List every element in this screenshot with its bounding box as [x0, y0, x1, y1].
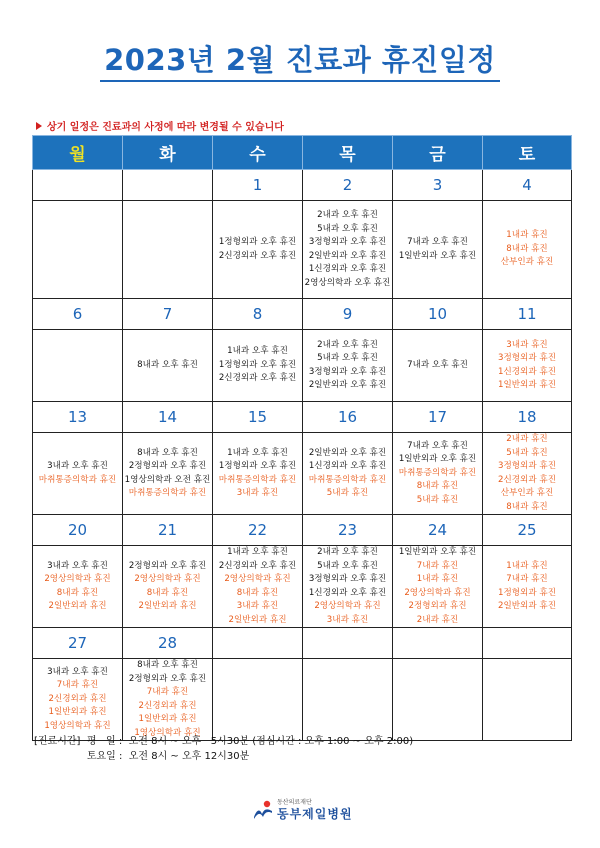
closure-entry: 1신경외과 휴진 [497, 366, 556, 377]
weekday-header: 금 [393, 136, 483, 170]
date-number [483, 628, 572, 659]
closure-entry: 1일반외과 오후 휴진 [398, 250, 477, 261]
schedule-cell [123, 433, 213, 515]
date-number: 23 [303, 515, 393, 546]
date-number [123, 170, 213, 201]
closure-entry: 7내과 오후 휴진 [407, 359, 468, 370]
closure-entry: 마취통증의학과 휴진 [398, 467, 477, 478]
schedule-cell [303, 659, 393, 741]
schedule-cell [393, 330, 483, 402]
weekday-hours: 오전 8시 ~ 오후 5시30분 (점심시간 : 오후 1:00 ~ 오후 2:00) [128, 736, 414, 747]
schedule-cell [393, 546, 483, 628]
schedule-row [33, 433, 572, 515]
saturday-label: 토요일 : [86, 751, 123, 762]
closure-entry: 5내과 오후 휴진 [317, 560, 378, 571]
closure-entry: 2내과 오후 휴진 [317, 547, 378, 557]
schedule-cell [303, 546, 393, 628]
closure-entry: 2영상의학과 휴진 [224, 574, 291, 584]
date-number: 24 [393, 515, 483, 546]
schedule-cell [33, 546, 123, 628]
closure-entry: 1일반외과 오후 휴진 [398, 547, 477, 557]
closure-entry: 1일반외과 오후 휴진 [398, 454, 477, 465]
schedule-cell [213, 659, 303, 741]
calendar-table [32, 135, 572, 741]
date-number: 13 [33, 402, 123, 433]
closure-entry: 마취통증의학과 휴진 [38, 474, 117, 485]
schedule-cell [33, 330, 123, 402]
weekday-header: 목 [303, 136, 393, 170]
closure-entry: 2신경외과 오후 휴진 [218, 373, 297, 384]
closure-entry: 7내과 오후 휴진 [407, 237, 468, 247]
closure-entry: 7내과 휴진 [416, 560, 459, 571]
schedule-cell [123, 659, 213, 741]
closure-entry: 1신경외과 오후 휴진 [308, 461, 387, 471]
date-number: 25 [483, 515, 572, 546]
title-underline [100, 80, 500, 82]
closure-entry: 2내과 오후 휴진 [317, 210, 378, 220]
closure-entry: 3내과 오후 휴진 [47, 666, 108, 677]
closure-entry: 2일반외과 휴진 [228, 614, 287, 625]
closure-entry: 2영상의학과 휴진 [44, 574, 111, 584]
schedule-cell [33, 201, 123, 299]
notice [36, 118, 284, 133]
closure-entry: 7내과 휴진 [506, 574, 548, 584]
closure-entry: 3내과 휴진 [236, 601, 279, 611]
schedule-cell [123, 330, 213, 402]
schedule-cell [393, 659, 483, 741]
schedule-cell [123, 201, 213, 299]
schedule-cell [483, 201, 572, 299]
schedule-cell [213, 330, 303, 402]
closure-entry: 3내과 오후 휴진 [47, 461, 108, 471]
closure-entry: 2일반외과 휴진 [138, 601, 197, 611]
closure-entry: 1내과 휴진 [506, 560, 548, 571]
date-number-row [33, 402, 572, 433]
closure-entry: 2영상의학과 휴진 [314, 601, 381, 611]
date-number: 3 [393, 170, 483, 201]
schedule-cell [483, 330, 572, 402]
schedule-cell [33, 659, 123, 741]
notice-text: 상기 일정은 진료과의 사정에 따라 변경될 수 있습니다 [47, 122, 284, 133]
date-number-row [33, 170, 572, 201]
closure-entry: 8내과 오후 휴진 [137, 447, 198, 458]
closure-entry: 1내과 오후 휴진 [227, 447, 288, 458]
closure-entry: 2영상의학과 오후 휴진 [304, 277, 391, 288]
closure-entry: 8내과 휴진 [506, 243, 548, 254]
closure-entry: 7내과 휴진 [56, 680, 99, 691]
closure-entry: 1정형외과 휴진 [497, 587, 556, 598]
schedule-cell [393, 201, 483, 299]
closure-entry: 1영상의학과 휴진 [134, 727, 201, 738]
triangle-bullet-icon [36, 122, 42, 130]
clinic-hours [34, 734, 413, 764]
closure-entry: 2일반외과 휴진 [497, 601, 556, 611]
schedule-cell [213, 546, 303, 628]
schedule-row [33, 659, 572, 741]
closure-entry: 5내과 휴진 [416, 494, 459, 505]
closure-entry: 2일반외과 오후 휴진 [308, 447, 387, 458]
closure-entry: 2내과 오후 휴진 [317, 339, 378, 350]
date-number: 27 [33, 628, 123, 659]
date-number [393, 628, 483, 659]
weekday-header: 월 [33, 136, 123, 170]
date-number: 14 [123, 402, 213, 433]
date-number: 9 [303, 299, 393, 330]
closure-entry: 1일반외과 휴진 [138, 714, 197, 724]
date-number: 15 [213, 402, 303, 433]
closure-entry: 1신경외과 오후 휴진 [308, 587, 387, 598]
date-number: 21 [123, 515, 213, 546]
closure-entry: 3정형외과 오후 휴진 [308, 237, 387, 247]
closure-entry: 2정형외과 오후 휴진 [128, 673, 207, 684]
date-number-row [33, 515, 572, 546]
closure-entry: 1신경외과 오후 휴진 [308, 264, 387, 274]
closure-entry: 3내과 휴진 [326, 614, 369, 625]
schedule-cell [483, 659, 572, 741]
date-number: 28 [123, 628, 213, 659]
schedule-row [33, 201, 572, 299]
closure-entry: 2영상의학과 휴진 [404, 587, 471, 598]
logo-foundation: 동산의료재단 [277, 799, 312, 806]
date-number: 11 [483, 299, 572, 330]
closure-entry: 7내과 휴진 [146, 687, 189, 697]
date-number: 6 [33, 299, 123, 330]
closure-entry: 8내과 휴진 [146, 587, 189, 598]
date-number: 16 [303, 402, 393, 433]
closure-entry: 1정형외과 오후 휴진 [218, 359, 297, 370]
date-number: 1 [213, 170, 303, 201]
saturday-hours-row [34, 749, 413, 764]
closure-entry: 1정형외과 오후 휴진 [218, 237, 297, 247]
closure-entry: 8내과 휴진 [506, 501, 548, 512]
page-title: 2023년 2월 진료과 휴진일정 [104, 43, 496, 77]
closure-entry: 1내과 휴진 [506, 230, 548, 241]
schedule-cell [483, 546, 572, 628]
closure-entry: 2신경외과 휴진 [48, 693, 107, 704]
saturday-hours: 오전 8시 ~ 오후 12시30분 [128, 751, 250, 762]
closure-entry: 2신경외과 휴진 [138, 700, 197, 711]
closure-entry: 마취통증의학과 휴진 [128, 488, 207, 498]
closure-entry: 산부인과 휴진 [500, 257, 554, 268]
schedule-cell [123, 546, 213, 628]
closure-entry: 2정형외과 오후 휴진 [128, 461, 207, 471]
closure-entry: 1일반외과 휴진 [497, 380, 556, 390]
schedule-cell [303, 330, 393, 402]
closure-entry: 5내과 오후 휴진 [317, 223, 378, 234]
date-number: 7 [123, 299, 213, 330]
weekday-header: 토 [483, 136, 572, 170]
closure-entry: 2일반외과 휴진 [48, 601, 107, 611]
date-number: 18 [483, 402, 572, 433]
weekday-header-row [33, 136, 572, 170]
date-number: 22 [213, 515, 303, 546]
closure-entry: 2신경외과 오후 휴진 [218, 560, 297, 571]
closure-entry: 1정형외과 오후 휴진 [218, 461, 297, 471]
closure-entry: 2정형외과 오후 휴진 [128, 560, 207, 571]
date-number: 4 [483, 170, 572, 201]
hours-label: [진료시간] [34, 736, 81, 747]
closure-entry: 1내과 오후 휴진 [227, 346, 288, 357]
closure-entry: 2내과 휴진 [506, 434, 548, 444]
closure-entry: 3정형외과 휴진 [497, 353, 556, 363]
date-number [33, 170, 123, 201]
closure-entry: 2신경외과 휴진 [497, 474, 556, 485]
closure-entry: 8내과 오후 휴진 [137, 660, 198, 670]
logo-name: 동부제일병원 [277, 807, 353, 821]
closure-entry: 2정형외과 휴진 [408, 601, 467, 611]
closure-entry: 8내과 휴진 [416, 481, 459, 492]
hospital-logo [252, 799, 353, 821]
schedule-cell [303, 433, 393, 515]
closure-entry: 2영상의학과 휴진 [134, 574, 201, 584]
closure-entry: 1일반외과 휴진 [48, 707, 107, 718]
closure-entry: 5내과 오후 휴진 [317, 353, 378, 363]
weekday-header: 수 [213, 136, 303, 170]
date-number-row [33, 628, 572, 659]
calendar-body [33, 170, 572, 741]
closure-entry: 3내과 오후 휴진 [47, 560, 108, 571]
date-number: 8 [213, 299, 303, 330]
closure-entry: 3내과 휴진 [236, 488, 279, 498]
schedule-row [33, 546, 572, 628]
schedule-cell [393, 433, 483, 515]
schedule-cell [303, 201, 393, 299]
closure-entry: 3내과 휴진 [506, 339, 548, 350]
date-number: 20 [33, 515, 123, 546]
date-number: 2 [303, 170, 393, 201]
closure-entry: 2내과 휴진 [416, 614, 459, 625]
date-number: 10 [393, 299, 483, 330]
date-number [213, 628, 303, 659]
closure-entry: 1영상의학과 오전 휴진 [124, 474, 211, 485]
closure-entry: 8내과 휴진 [56, 587, 99, 598]
date-number [303, 628, 393, 659]
schedule-cell [213, 433, 303, 515]
closure-entry: 2신경외과 오후 휴진 [218, 250, 297, 261]
closure-entry: 마취통증의학과 휴진 [308, 474, 387, 485]
weekday-label: 평 일 : [86, 736, 123, 747]
closure-entry: 1내과 오후 휴진 [227, 547, 288, 557]
closure-entry: 3정형외과 오후 휴진 [308, 366, 387, 377]
schedule-cell [483, 433, 572, 515]
weekday-hours-row [34, 734, 413, 749]
closure-entry: 산부인과 휴진 [500, 488, 554, 498]
closure-entry: 5내과 휴진 [326, 488, 369, 498]
closure-entry: 마취통증의학과 휴진 [218, 474, 297, 485]
closure-entry: 1영상의학과 휴진 [44, 720, 111, 731]
schedule-cell [33, 433, 123, 515]
closure-entry: 3정형외과 오후 휴진 [308, 574, 387, 584]
closure-entry: 5내과 휴진 [506, 447, 548, 458]
weekday-header: 화 [123, 136, 213, 170]
closure-entry: 8내과 휴진 [236, 587, 279, 598]
closure-entry: 7내과 오후 휴진 [407, 440, 468, 451]
schedule-cell [213, 201, 303, 299]
hospital-logo-icon [252, 799, 274, 821]
date-number-row [33, 299, 572, 330]
closure-entry: 8내과 오후 휴진 [137, 359, 198, 370]
date-number: 17 [393, 402, 483, 433]
schedule-row [33, 330, 572, 402]
closure-entry: 3정형외과 휴진 [497, 461, 556, 471]
closure-entry: 2일반외과 오후 휴진 [308, 380, 387, 390]
closure-entry: 1내과 휴진 [416, 574, 459, 584]
closure-entry: 2일반외과 오후 휴진 [308, 250, 387, 261]
